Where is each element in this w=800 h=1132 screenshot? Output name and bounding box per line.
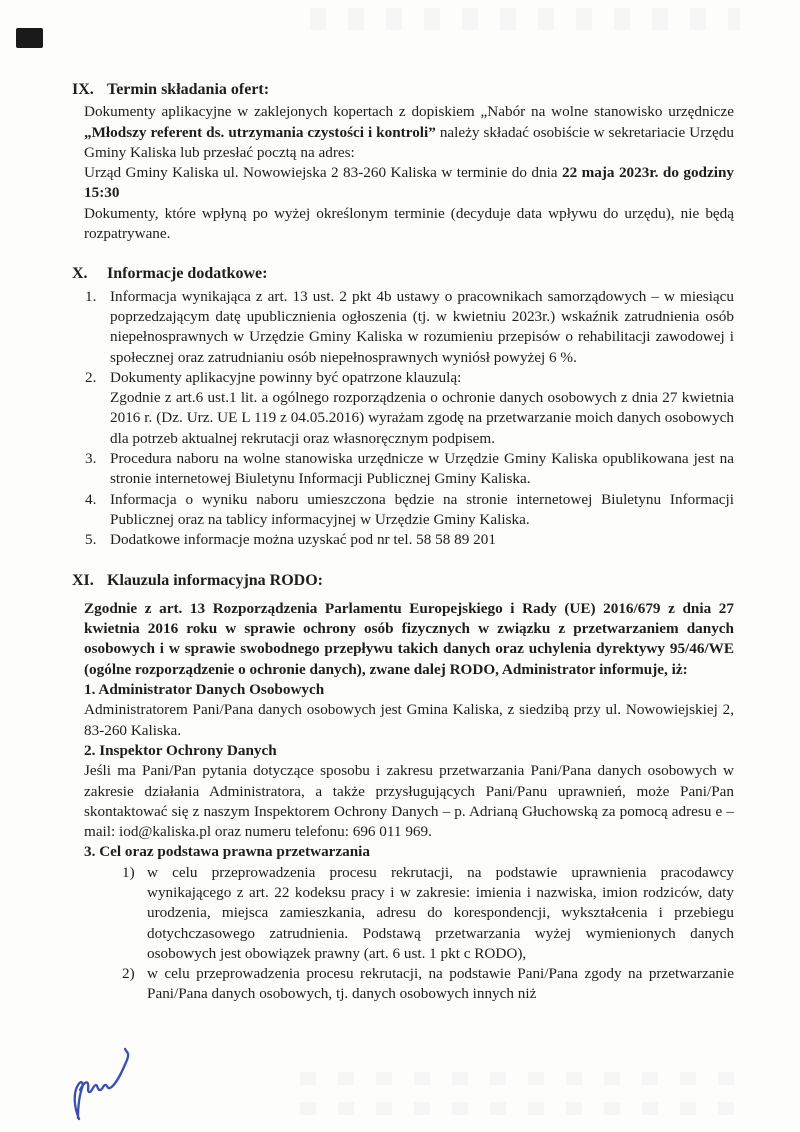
list-item-body [110, 449, 734, 490]
list-item-marker: 1) [122, 863, 135, 881]
text-run: 1. Administrator Danych Osobowych [84, 681, 325, 699]
list-paragraph [147, 863, 734, 964]
text-run: Administratorem Pani/Pana danych osobowych jest Gmina Kaliska, z siedzibą przy ul. Nowowiejskiej 2, 83-260 Kaliska. [84, 701, 734, 739]
paragraph [84, 599, 734, 680]
list-item-marker: 5. [85, 531, 97, 549]
text-run: Informacja o wyniku naboru umieszczona będzie na stronie internetowej Biuletynu Informacji Publicznej oraz na tablicy informacyjnej w Urzędzie Gminy Kaliska. [110, 490, 734, 528]
list-paragraph [110, 388, 734, 449]
section-x [72, 264, 734, 550]
section-number: X. [72, 265, 88, 283]
text-run: „Młodszy referent ds. utrzymania czystości i kontroli” [84, 123, 436, 141]
section-title: Informacje dodatkowe: [107, 265, 268, 283]
paragraph [84, 700, 734, 741]
list-item [85, 490, 734, 531]
list-item-marker: 4. [85, 490, 97, 508]
text-run: 22 maja 2023r. do godziny 15:30 [84, 164, 735, 202]
scan-noise-band [300, 1102, 740, 1115]
list-item-body [110, 530, 734, 550]
list-paragraph [110, 368, 734, 388]
signature-path [75, 1049, 128, 1119]
list-item [122, 863, 734, 964]
section-heading [72, 80, 734, 100]
list-item-marker: 3. [85, 450, 97, 468]
section-ix [72, 80, 734, 244]
document-body [72, 80, 734, 1005]
section-heading [72, 571, 734, 591]
text-run: Procedura naboru na wolne stanowiska urzędnicze w Urzędzie Gminy Kaliska opublikowana jest na stronie internetowej Biuletynu Informacji Publicznej Gminy Kaliska. [110, 450, 734, 488]
text-run: Dokumenty aplikacyjne w zaklejonych kopertach z dopiskiem „Nabór na wolne stanowisko urzędnicze [84, 103, 734, 121]
list-item-body [110, 490, 734, 531]
handwritten-signature [64, 1042, 142, 1124]
text-run: Jeśli ma Pani/Pan pytania dotyczące sposobu i zakresu przetwarzania Pani/Pana danych osobowych w zakresie działania Administratora, a także przysługujących Pani/Panu uprawnień, może Pani/Pan skontaktować się z naszym Inspektorem Ochrony Danych – p. Adrianą Głuchowską za pomocą adresu e – mail: iod@kaliska.pl oraz numeru telefonu: 696 011 969. [84, 762, 734, 841]
text-run: Dodatkowe informacje można uzyskać pod nr tel. 58 58 89 201 [110, 531, 496, 549]
list-item-marker: 2. [85, 368, 97, 386]
text-run: w celu przeprowadzenia procesu rekrutacji, na podstawie uprawnienia pracodawcy wynikającego z art. 22 kodeksu pracy i w zakresie: imienia i nazwiska, imion rodziców, daty urodzenia, miejsca zamieszkania, adresu do korespondencji, wykształcenia i przebiegu dotychczasowego zatrudnienia. Podstawą przetwarzania wyżej wymienionych danych osobowych jest obowiązek prawny (art. 6 ust. 1 pkt c RODO), [147, 863, 734, 962]
text-run: Dokumenty, które wpłyną po wyżej określonym terminie (decyduje data wpływu do urzędu), nie będą rozpatrywane. [84, 204, 734, 243]
list-paragraph [110, 449, 734, 490]
section-title: Termin składania ofert: [107, 81, 270, 98]
list-item [122, 964, 734, 1005]
scan-artifact-mark [16, 28, 43, 48]
list-item-body [110, 287, 734, 368]
list-item-marker: 2) [122, 965, 135, 983]
text-run: w celu przeprowadzenia procesu rekrutacji, na podstawie Pani/Pana zgody na przetwarzanie Pani/Pana danych osobowych, tj. danych osobowych innych niż [147, 965, 734, 1003]
subsection-heading [84, 842, 734, 862]
text-run: Dokumenty aplikacyjne powinny być opatrzone klauzulą: [110, 368, 462, 386]
scan-noise-band [300, 1072, 740, 1085]
text-run: 3. Cel oraz podstawa prawna przetwarzania [84, 843, 370, 861]
subsection-heading [84, 680, 734, 700]
list-paragraph [147, 964, 734, 1005]
list-item [85, 287, 734, 368]
text-run: 2. Inspektor Ochrony Danych [84, 741, 277, 759]
list-paragraph [110, 530, 734, 550]
list-item [85, 449, 734, 490]
list-item-marker: 1. [85, 287, 97, 305]
subsection-heading [84, 741, 734, 761]
list-item-body [147, 863, 734, 964]
section-number: IX. [72, 81, 94, 98]
paragraph [84, 761, 734, 842]
paragraph [84, 102, 734, 163]
list-item-body [147, 964, 734, 1005]
text-run: Urząd Gminy Kaliska ul. Nowowiejska 2 83-260 Kaliska w terminie do dnia [84, 164, 562, 182]
list-item-body [110, 368, 734, 449]
list-item [85, 530, 734, 550]
section-heading [72, 264, 734, 284]
text-run: należy składać osobiście w sekretariacie Urzędu Gminy Kaliska lub przesłać pocztą na adres: [84, 123, 734, 161]
scan-noise-band [310, 8, 740, 30]
list-paragraph [110, 490, 734, 531]
section-title: Klauzula informacyjna RODO: [107, 571, 323, 589]
text-run: Informacja wynikająca z art. 13 ust. 2 pkt 4b ustawy o pracownikach samorządowych – w miesiącu poprzedzającym datę upublicznienia ogłoszenia (tj. w kwietniu 2023r.) wskaźnik zatrudnienia osób niepełnosprawnych w Urzędzie Gminy Kaliska w rozumieniu przepisów o rehabilitacji zawodowej i społecznej oraz zatrudnianiu osób niepełnosprawnych wyniósł powyżej 6 %. [110, 287, 734, 366]
list-paragraph [110, 287, 734, 368]
section-xi [72, 571, 734, 1005]
paragraph [84, 204, 734, 245]
paragraph [84, 163, 734, 204]
list-item [85, 368, 734, 449]
section-number: XI. [72, 571, 94, 589]
text-run: Zgodnie z art. 13 Rozporządzenia Parlamentu Europejskiego i Rady (UE) 2016/679 z dnia 27 kwietnia 2016 roku w sprawie ochrony osób fizycznych w związku z przetwarzaniem danych osobowych i w sprawie swobodnego przepływu takich danych oraz uchylenia dyrektywy 95/46/WE (ogólne rozporządzenie o ochronie danych), zwane dalej RODO, Administrator informuje, iż: [84, 599, 734, 678]
text-run: Zgodnie z art.6 ust.1 lit. a ogólnego rozporządzenia o ochronie danych osobowych z dnia 27 kwietnia 2016 r. (Dz. Urz. UE L 119 z 04.05.2016) wyrażam zgodę na przetwarzanie moich danych osobowych dla potrzeb aktualnej rekrutacji oraz własnoręcznym podpisem. [110, 389, 734, 447]
